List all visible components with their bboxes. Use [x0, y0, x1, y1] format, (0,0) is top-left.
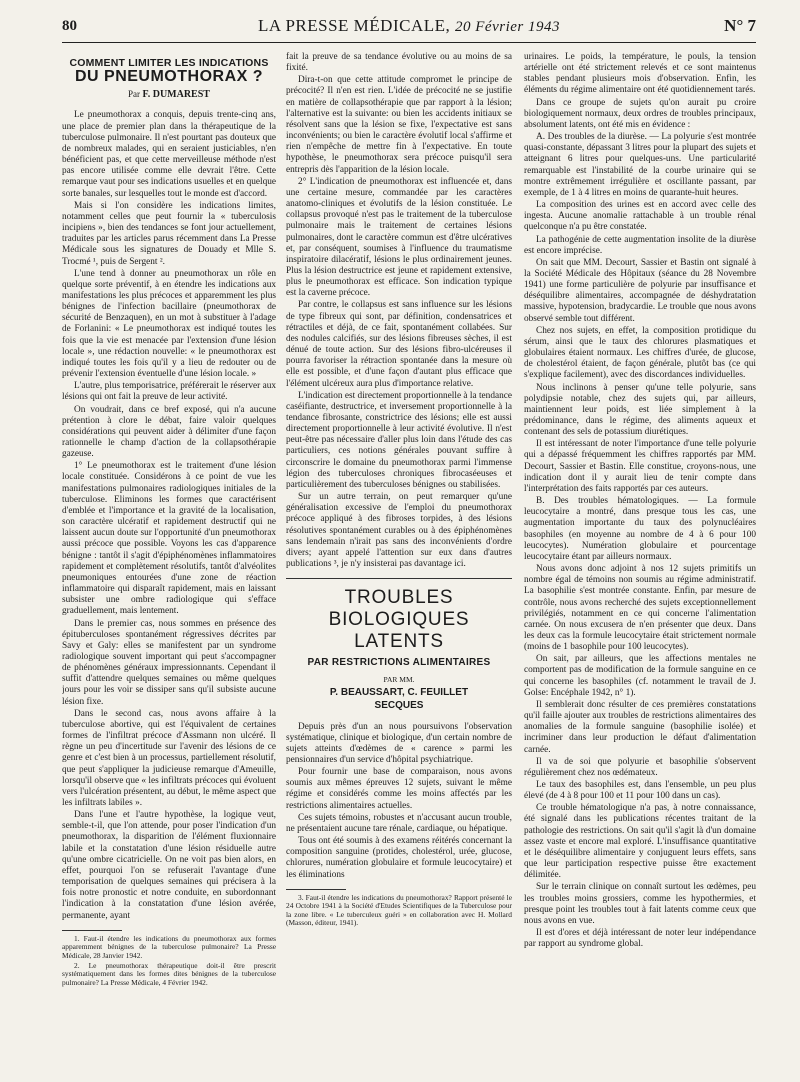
paragraph: Dans le second cas, nous avons affaire à la tuberculose abortive, qui est l'équivalent de certaines formes de l'infiltrat précoce d'Assmann non ulcéré. Il règne un peu d'incertitude sur l'avenir des lésions de ce genre et c'est bien à un processus, partiellement résolutif, que peut s'appliquer la judicieuse remarque d'Ameuille, lorsqu'il observe que « les infiltrats précoces qui évoluent vers l'ulcération présentent, au début, le même aspect que les infiltrats labiles ». [62, 708, 276, 808]
paragraph: Il est d'ores et déjà intéressant de noter leur indépendance par rapport au syndrome global. [524, 928, 756, 950]
page-number: 80 [62, 18, 77, 34]
paragraph: Nous inclinons à penser qu'une telle polyurie, sans polydipsie notable, chez des sujets qui, par ailleurs, maintiennent leur poids, est liée simplement à la prédominance, dans le régime, des aliments aqueux et contenant des sels de potassium diurétiques. [524, 382, 756, 438]
article-title-line2: DU PNEUMOTHORAX ? [74, 68, 264, 86]
footnote-rule [62, 930, 122, 931]
journal-name: LA PRESSE MÉDICALE, [257, 16, 451, 35]
paragraph: Le taux des basophiles est, dans l'ensemble, un peu plus élevé (de 4 à 8 pour 100 et 11 pour 100 dans un cas). [524, 780, 756, 802]
running-header [62, 18, 756, 42]
authors-line2: SECQUES [374, 699, 424, 711]
issue-date: 20 Février 1943 [455, 19, 560, 35]
paragraph: La pathogénie de cette augmentation insolite de la diurèse est encore imprécise. [524, 234, 756, 256]
paragraph: fait la preuve de sa tendance évolutive ou au moins de sa fixité. [286, 52, 512, 74]
paragraph: Mais si l'on considère les indications limites, notamment celles que peut fournir la « tuberculosis incipiens », bien des tendances se font jour actuellement, traduites par les articles parus récemment dans La Presse Médicale sous les signatures de Douady et Mlle S. Trocmé ¹, puis de Sergent ². [62, 200, 276, 267]
paragraph: Il semblerait donc résulter de ces premières constatations qu'il faille ajouter aux troubles de restrictions alimentaires des anomalies de la formule sanguine (basophilie isolée) et incriminer dans leur production le défaut d'alimentation carnée. [524, 699, 756, 755]
paragraph: Ces sujets témoins, robustes et n'accusant aucun trouble, ne présentaient aucune tare rénale, cardiaque, ou hépatique. [286, 812, 512, 834]
paragraph: A. Des troubles de la diurèse. — La polyurie s'est montrée quasi-constante, dépassant 3 litres pour la plupart des sujets et atteignant 6 litres pour quelques-uns. Une particularité remarquable est l'instabilité de la courbe urinaire qui se montre extrêmement irrégulière et oscillante passant, par exemple, de 1 à 4 litres en moins de quarante-huit heures. [524, 132, 756, 198]
paragraph: Il va de soi que polyurie et basophilie s'observent régulièrement chez nos œdémateux. [524, 756, 756, 778]
paragraph: Dira-t-on que cette attitude compromet le principe de précocité? Il n'en est rien. L'idée de précocité ne se justifie en matière de collapsothérapie que par rapport à la lésion; l'alternative est la suivante: ou bien les accidents initiaux se résolvent sans que la lésion se fixe, l'expectative est sans inconvénients; ou bien le caractère évolutif local s'affirme et rien n'empêche de mettre fin à l'expectative. En toute hypothèse, le pneumothorax sera précoce puisqu'il sera entrepris dès l'apparition de la lésion locale. [286, 75, 512, 175]
paragraph: Chez nos sujets, en effet, la composition protidique du sérum, ainsi que le taux des chlorures plasmatiques et globulaires étaient normaux. Les chiffres d'urée, de glucose, de cholestérol étaient, de façon générale, plutôt bas (ce qui s'explique facilement), avec des discordances individuelles. [524, 325, 756, 381]
paragraph: On voudrait, dans ce bref exposé, qui n'a aucune prétention à clore le débat, faire valoir quelques considérations qui peuvent aider à délimiter d'une façon rationnelle le champ d'action de la collapsothérapie gazeuse. [62, 404, 276, 460]
section-rule [286, 578, 512, 579]
footnote: 1. Faut-il étendre les indications du pneumothorax aux formes apparemment bénignes de la tuberculose pulmonaire? La Presse Médicale, 28 Janvier 1942. [62, 933, 276, 960]
paragraph: Nous avons donc adjoint à nos 12 sujets primitifs un nombre égal de témoins non soumis au régime administratif. La basophilie s'est montrée constante. Enfin, par mesure de contrôle, nous avons recherché des sujets exceptionnellement privilégiés, notamment en ce qui concerne l'alimentation carnée. On nous excusera de n'en présenter que deux. Dans les deux cas la formule leucocytaire était strictement normale (moins de 1 basophile pour 100 leucocytes). [524, 564, 756, 653]
paragraph: B. Des troubles hématologiques. — La formule leucocytaire a montré, dans presque tous les cas, une augmentation importante du taux des polynucléaires basophiles (en moyenne au nombre de 4 à 6 pour 100 leucocytes). Numération globulaire et pourcentage leucocytaire étant par ailleurs normaux. [524, 496, 756, 562]
paragraph: Ce trouble hématologique n'a pas, à notre connaissance, été signalé dans les publications récentes traitant de la pathologie des restrictions. On sait qu'il s'agit là d'un domaine assez vaste et encore mal exploré. L'insuffisance quantitative et le déséquilibre alimentaire y conjuguent leurs effets, sans que leur participation respective puisse être exactement délimitée. [524, 803, 756, 881]
paragraph: Pour fournir une base de comparaison, nous avons soumis aux mêmes épreuves 12 sujets, suivant le même régime et considérés comme les moins affectés par les restrictions alimentaires actuelles. [286, 767, 512, 811]
paragraph: On sait, par ailleurs, que les affections mentales ne comportent pas de modification de la formule sanguine en ce qui concerne les basophiles (cf. notamment le travail de J. Golse: Encéphale 1942, n° 1). [524, 654, 756, 698]
paragraph: L'une tend à donner au pneumothorax un rôle en quelque sorte préventif, à en étendre les indications aux manifestations les plus précoces et apparemment les plus bénignes de l'infection bacillaire (pneumothorax de sécurité de Benzaquen), en un mot à substituer à l'adage de Forlanini: « Le pneumothorax est indiqué toutes les fois que la vie est menacée par l'extension d'une lésion locale », une rédaction nouvelle: « le pneumothorax est indiqué toutes les fois qu'il y a lieu de redouter ou de prévenir l'extension éventuelle d'une lésion locale. » [62, 268, 276, 380]
column-1 [62, 52, 276, 1060]
paragraph: Il est intéressant de noter l'importance d'une telle polyurie qui a dépassé fréquemment les chiffres rapportés par MM. Decourt, Sassier et Bastin. Elle constitue, croyons-nous, une indication dont il y aurait lieu de tenir compte dans l'interprétation des faits rapportés par ces auteurs. [524, 439, 756, 494]
paragraph: Dans l'une et l'autre hypothèse, la logique veut, semble-t-il, que l'on attende, pour poser l'indication d'un pneumothorax, la disparition de l'élément fluxionnaire labile et la constatation d'une lésion résiduelle autre qu'une ombre cicatricielle. On ne voit pas bien alors, en effet, pourquoi l'on se refuserait l'avantage d'une temporisation de quelques semaines qui précisera à la fois notre pronostic et notre conduite, en subordonnant l'indication à la constatation d'une lésion avérée, permanente, ayant [62, 810, 276, 921]
paragraph: La composition des urines est en accord avec celle des ingesta. Aucune anomalie rattachable à un trouble rénal quelconque n'a pu être constatée. [524, 200, 756, 233]
byline-prefix: Par [128, 89, 141, 100]
paragraph: Dans le premier cas, nous sommes en présence des épituberculoses spontanément régressives décrites par Savy et Galy: elles se manifestent par un syndrome radiologique souvent important qui peut s'accompagner de phénomènes généraux impressionnants. Cependant il suffit d'attendre quelques semaines ou même quelques jours pour les voir se dissiper sans qu'il subsiste aucune lésion fixe. [62, 618, 276, 707]
article-byline [62, 89, 276, 100]
authors-line1: P. BEAUSSART, C. FEUILLET [329, 686, 469, 698]
paragraph: 1° Le pneumothorax est le traitement d'une lésion locale constituée. Considérons à ce point de vue les manifestations pulmonaires radiologiques initiales de la tuberculose. Eliminons les formes que caractérisent d'emblée et l'importance et la gravité de la localisation, son caractère ulcératif et rapidement destructif qui ne laissent aucun doute sur l'opportunité d'un pneumothorax aussi précoce que possible. Voyons les cas d'apparence bénigne : tantôt il s'agit d'épiphénomènes inflammatoires rapidement et complètement résolutifs, tantôt d'alvéolites pneumoniques entourées d'une zone de réaction inflammatoire qui disparaît rapidement, mais en laissant subsister une ombre radiologique qui s'efface graduellement, mais lentement. [62, 461, 276, 617]
article2-title: TROUBLES BIOLOGIQUES LATENTS [328, 587, 470, 653]
article2-par-mm: PAR MM. [383, 675, 415, 685]
footnote-rule [286, 889, 346, 890]
footnote: 3. Faut-il étendre les indications du pneumothorax? Rapport présenté le 24 Octobre 1941 à la Société d'Etudes Scientifiques de la Tuberculose pour la zone libre. « Le tuberculeux guéri » en collaboration avec H. Mollard (Masson, éditeur, 1941). [286, 892, 512, 928]
paragraph: urinaires. Le poids, la température, le pouls, la tension artérielle ont été strictement relevés et ce sont maintenus stables pendant plusieurs mois d'observation. Enfin, les éléments du régime alimentaire ont été quotidiennement tarés. [524, 52, 756, 96]
article-title-line1: COMMENT LIMITER LES INDICATIONS [69, 57, 269, 69]
paragraph: Le pneumothorax a conquis, depuis trente-cinq ans, une place de premier plan dans la thérapeutique de la tuberculose pulmonaire. Il n'est pourtant pas douteux que de nombreux malades, qui en seraient justiciables, n'en bénéficient pas, et que cette merveilleuse méthode n'est pas encore utilisée comme elle devrait l'être. Cette remarque vaut pour ses indications usuelles et en quelque sorte banales, sur lesquelles tout le monde est d'accord. [62, 110, 276, 199]
journal-title [62, 16, 756, 36]
issue-number: N° 7 [724, 16, 756, 35]
footnote: 2. Le pneumothorax thérapeutique doit-il être prescrit systématiquement dans les formes dites bénignes de la tuberculose pulmonaire? La Presse Médicale, 4 Février 1942. [62, 960, 276, 987]
article-author: F. DUMAREST [142, 89, 210, 101]
paragraph: L'indication est directement proportionnelle à la tendance caséifiante, destructrice, et inversement proportionnelle à la tendance fibrosante, constrictrice des lésions; elle est aussi directement proportionnelle à leur activité évolutive. Il n'est peut-être pas nécessaire d'aller plus loin dans l'étude des cas particuliers, ces notions générales pouvant suffire à circonscrire le domaine du pneumothorax parmi l'immense légion des tuberculoses chroniques fibrocaséeuses et particulièrement des tuberculoses bénignes ou stabilisées. [286, 390, 512, 490]
column-3 [524, 52, 756, 1060]
header-rule [62, 42, 756, 43]
column-2 [286, 52, 512, 1060]
paragraph: Sur le terrain clinique on connaît surtout les œdèmes, peu les troubles moins grossiers, comme les hypothermies, et presque point les troubles tout à fait latents comme ceux que nous avons en vue. [524, 882, 756, 926]
paragraph: L'autre, plus temporisatrice, préférerait le réserver aux lésions qui ont fait la preuve de leur activité. [62, 381, 276, 403]
article2-subtitle: PAR RESTRICTIONS ALIMENTAIRES [307, 657, 491, 669]
paragraph: Tous ont été soumis à des examens réitérés concernant la composition sanguine (protides, cholestérol, urée, glucose, chlorures, numération globulaire et formule leucocytaire) et les éliminations [286, 836, 512, 880]
paragraph: Dans ce groupe de sujets qu'on aurait pu croire biologiquement normaux, deux ordres de troubles principaux, absolument latents, ont été mis en évidence : [524, 97, 756, 130]
paragraph: On sait que MM. Decourt, Sassier et Bastin ont signalé à la Société Médicale des Hôpitaux (séance du 28 Novembre 1941) une forme particulière de polyurie par insuffisance et déséquilibre alimentaires, accompagnée de déshydratation massive, hypotension, bradycardie. Le trouble que nous avons observé semble tout différent. [524, 257, 756, 324]
article2-authors [286, 686, 512, 712]
paragraph: Par contre, le collapsus est sans influence sur les lésions de type fibreux qui sont, par définition, condensatrices et rétractiles et déjà, de ce fait, spontanément collabées. Sur des nodules calcifiés, sur des lésions fibreuses sèches, il est dénué de toute action. Sur des lésions fibro-ulcéreuses il pourra favoriser la rétraction spontanée dans la mesure où elle est possible, et d'une façon d'autant plus efficace que l'élément ulcéreux aura plus d'importance relative. [286, 300, 512, 389]
paragraph: 2° L'indication de pneumothorax est influencée et, dans une certaine mesure, commandée par les caractères anatomo-cliniques et évolutifs de la lésion constituée. Le collapsus provoqué n'est pas le traitement de la tuberculose pulmonaire mais le traitement de certaines lésions pulmonaires, dont le caractère commun est d'être ulcératives et, par conséquent, soumises à l'influence du traumatisme inspiratoire dilacératif, lésions le plus ordinairement jeunes. Plus la lésion destructrice est jeune et rapidement extensive, plus le pneumothorax est efficace. Son indication typique est la caverne précoce. [286, 176, 512, 299]
paragraph: Sur un autre terrain, on peut remarquer qu'une généralisation excessive de l'emploi du pneumothorax précoce appliqué à des fibroses torpides, à des lésions résolutives spontanément curables ou à des épiphénomènes sans lendemain n'irait pas sans des inconvénients d'ordre divers; ayant appelé l'attention sur eux dans d'autres publications ³, je n'y insisterai pas davantage ici. [286, 492, 512, 570]
paragraph: Depuis près d'un an nous poursuivons l'observation systématique, clinique et biologique, d'un certain nombre de sujets atteints d'œdèmes de « carence » parmi les pensionnaires d'un service d'hôpital psychiatrique. [286, 721, 512, 765]
